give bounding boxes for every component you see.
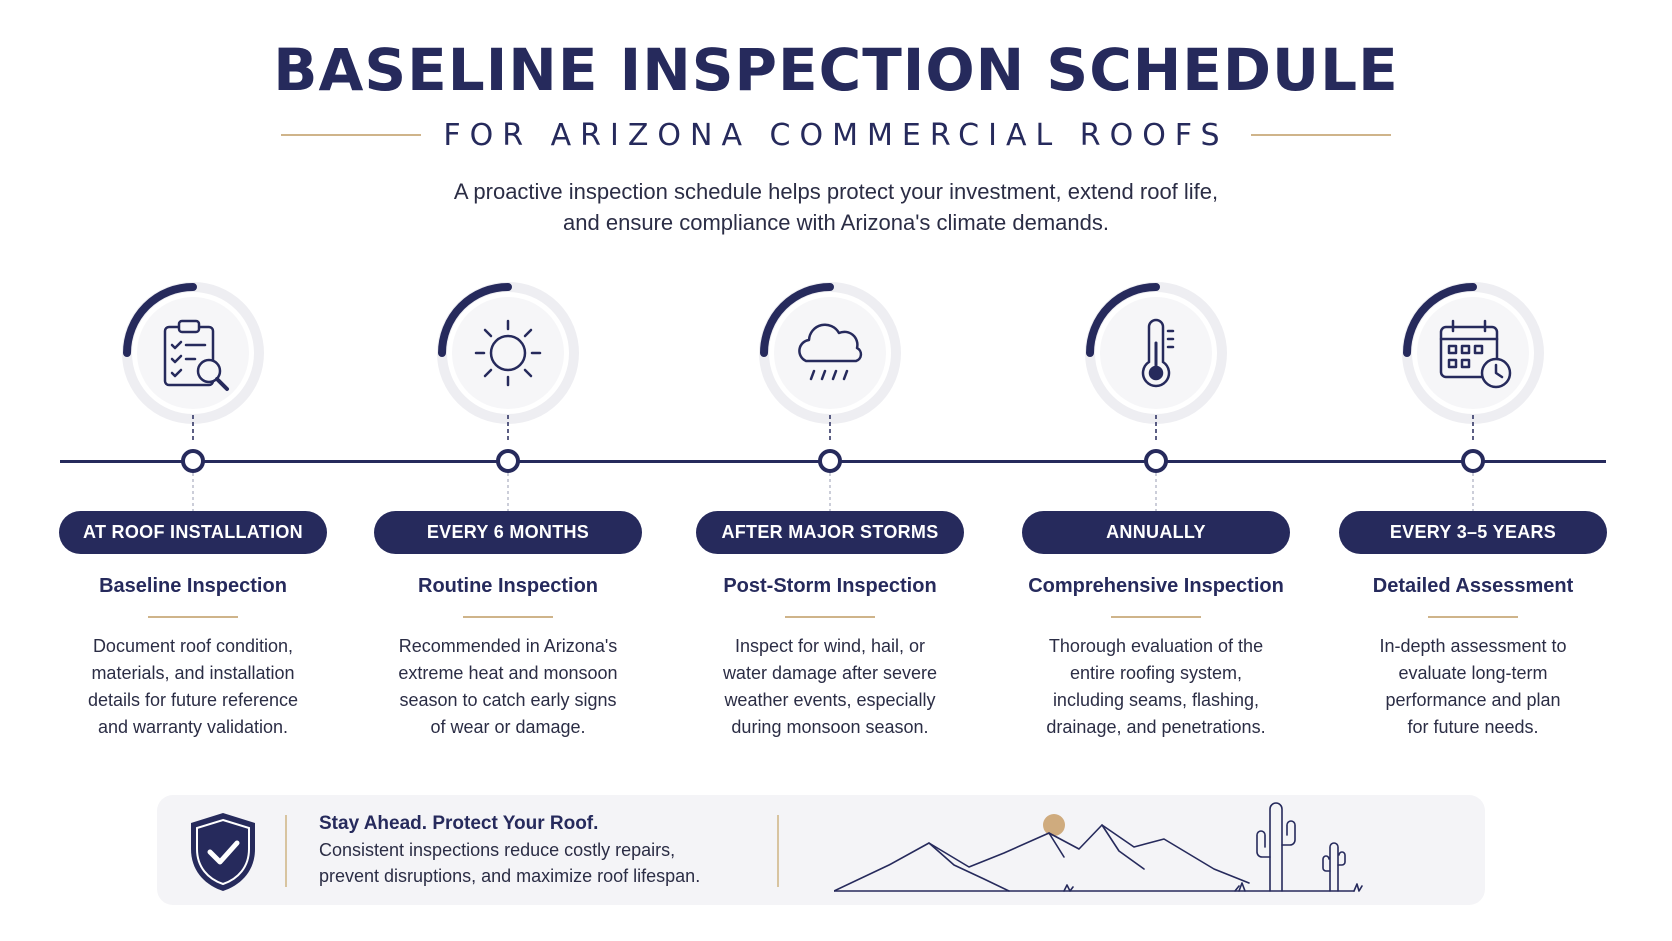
subtitle-row — [0, 115, 1672, 155]
step-description-line: Inspect for wind, hail, or — [734, 636, 926, 656]
step-description-line: Thorough evaluation of the — [1048, 636, 1264, 656]
intro-text — [0, 176, 1672, 238]
step-description-line: weather events, especially — [724, 690, 936, 710]
timeline-step — [1016, 275, 1296, 745]
step-description-line: evaluate long-term — [1398, 663, 1548, 683]
step-description-line: including seams, flashing, — [1052, 690, 1260, 710]
step-title-rule — [1428, 616, 1518, 618]
step-description-line: drainage, and penetrations. — [1046, 717, 1266, 737]
step-frequency-pill: ANNUALLY — [1022, 511, 1290, 554]
step-description-line: Document roof condition, — [92, 636, 294, 656]
page-title: BASELINE INSPECTION SCHEDULE — [273, 36, 1399, 104]
step-description-line: materials, and installation — [91, 663, 295, 683]
footer-body-line: prevent disruptions, and maximize roof lifespan. — [319, 866, 701, 886]
step-description-line: Recommended in Arizona's — [398, 636, 618, 656]
step-description — [1016, 633, 1296, 741]
step-title: Detailed Assessment — [1372, 575, 1574, 597]
page-subtitle: FOR ARIZONA COMMERCIAL ROOFS — [443, 117, 1229, 153]
step-description — [690, 633, 970, 741]
shield-check-icon — [185, 809, 261, 895]
step-frequency-pill: EVERY 6 MONTHS — [374, 511, 642, 554]
step-frequency-pill: AT ROOF INSTALLATION — [59, 511, 327, 554]
step-title: Comprehensive Inspection — [1028, 575, 1284, 597]
step-description-line: water damage after severe — [722, 663, 938, 683]
step-description-line: performance and plan — [1385, 690, 1561, 710]
footer-text — [319, 810, 779, 889]
step-description-line: season to catch early signs — [399, 690, 617, 710]
step-description-line: extreme heat and monsoon — [398, 663, 618, 683]
step-graphic — [1333, 275, 1613, 515]
footer-body-line: Consistent inspections reduce costly repairs, — [319, 840, 676, 860]
step-frequency-pill: AFTER MAJOR STORMS — [696, 511, 964, 554]
step-graphic — [1016, 275, 1296, 515]
intro-line-2: and ensure compliance with Arizona's climate demands. — [563, 210, 1109, 235]
footer-heading: Stay Ahead. Protect Your Roof. — [319, 813, 599, 834]
step-description-line: details for future reference — [87, 690, 299, 710]
step-title-rule — [785, 616, 875, 618]
footer-divider-right — [777, 815, 779, 887]
step-graphic — [53, 275, 333, 515]
step-description — [368, 633, 648, 741]
step-graphic — [690, 275, 970, 515]
subtitle-rule-left — [281, 134, 421, 136]
step-description-line: for future needs. — [1407, 717, 1539, 737]
timeline-step — [1333, 275, 1613, 745]
desert-landscape-icon — [834, 795, 1404, 905]
timeline-step — [690, 275, 970, 745]
step-description-line: entire roofing system, — [1069, 663, 1243, 683]
step-title: Routine Inspection — [418, 575, 598, 597]
step-description-line: of wear or damage. — [430, 717, 586, 737]
step-title-rule — [148, 616, 238, 618]
intro-line-1: A proactive inspection schedule helps protect your investment, extend roof life, — [453, 179, 1219, 204]
step-description — [1333, 633, 1613, 741]
subtitle-rule-right — [1251, 134, 1391, 136]
footer-divider-left — [285, 815, 287, 887]
timeline-step — [53, 275, 333, 745]
step-description — [53, 633, 333, 741]
step-title-rule — [463, 616, 553, 618]
footer-banner — [157, 795, 1485, 905]
step-description-line: during monsoon season. — [731, 717, 929, 737]
step-graphic — [368, 275, 648, 515]
step-title: Baseline Inspection — [99, 575, 287, 597]
step-frequency-pill: EVERY 3–5 YEARS — [1339, 511, 1607, 554]
timeline-step — [368, 275, 648, 745]
step-description-line: In-depth assessment to — [1379, 636, 1567, 656]
step-title: Post-Storm Inspection — [723, 575, 937, 597]
step-description-line: and warranty validation. — [97, 717, 289, 737]
step-title-rule — [1111, 616, 1201, 618]
